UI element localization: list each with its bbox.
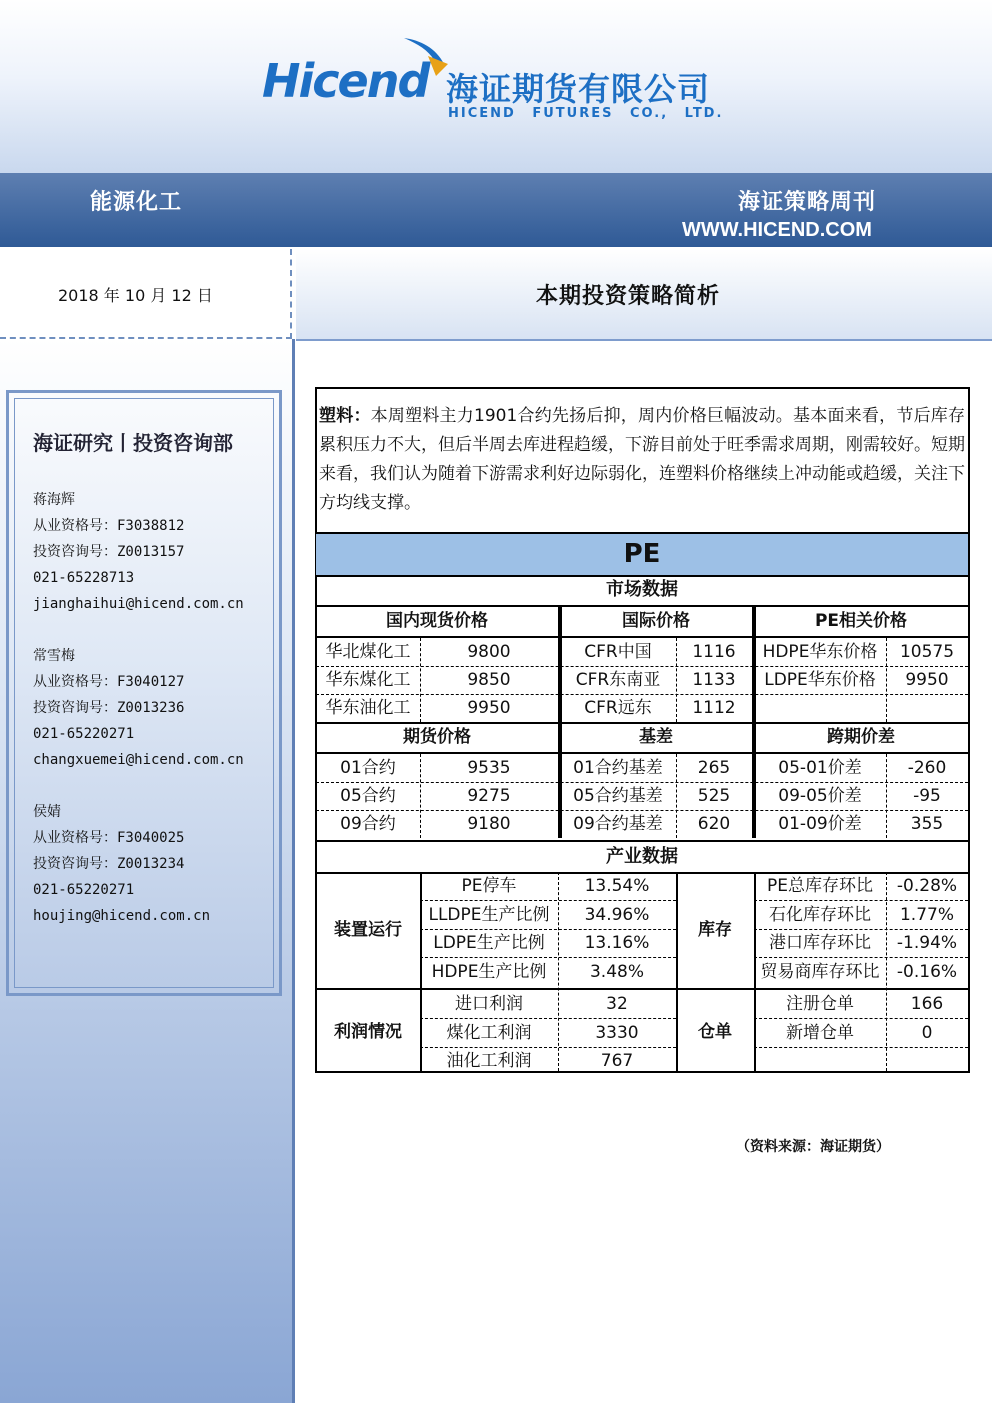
row-label: CFR远东 — [584, 698, 652, 718]
row-label — [754, 1047, 886, 1075]
analyst-consult-number: 投资咨询号：Z0013234 — [33, 856, 185, 872]
row-label: 05合约基差 — [573, 786, 663, 806]
row-value: 9850 — [467, 670, 511, 690]
analyst-consult-number: 投资咨询号：Z0013236 — [33, 700, 185, 716]
row-value: 9950 — [467, 698, 511, 718]
logo-company-name-en: HICEND FUTURES CO., LTD. — [448, 106, 724, 121]
row-value: 355 — [910, 814, 944, 834]
row-value: 9275 — [467, 786, 511, 806]
row-label: LDPE华东价格 — [764, 670, 876, 690]
analyst-card — [33, 643, 244, 773]
page-header — [0, 0, 992, 173]
row-label: 05-01价差 — [778, 758, 862, 778]
row-value: 166 — [910, 994, 944, 1014]
row-value: 9950 — [905, 670, 949, 690]
row-value: 9800 — [467, 642, 511, 662]
row-label: 进口利润 — [455, 994, 523, 1014]
analyst-email[interactable]: houjing@hicend.com.cn — [33, 908, 211, 924]
contact-panel — [6, 390, 282, 996]
row-value: -95 — [913, 786, 941, 806]
row-label: 华东油化工 — [325, 698, 411, 718]
analyst-qualification: 从业资格号：F3040025 — [33, 830, 185, 846]
industry-data-heading: 产业数据 — [316, 840, 968, 874]
row-label: 油化工利润 — [446, 1051, 532, 1071]
website-link[interactable]: WWW.HICEND.COM — [682, 219, 872, 241]
row-value: 3.48% — [589, 961, 644, 982]
title-box — [296, 249, 992, 341]
row-label: 贸易商库存环比 — [760, 961, 880, 982]
column-header: 国内现货价格 — [386, 611, 488, 631]
row-label: 01-09价差 — [778, 814, 862, 834]
column-header: 基差 — [639, 727, 673, 747]
publication-name: 海证策略周刊 — [738, 190, 877, 215]
analyst-phone: 021-65220271 — [33, 882, 135, 898]
row-label: 港口库存环比 — [769, 933, 871, 953]
row-label: LDPE生产比例 — [433, 933, 545, 953]
data-source: （资料来源：海证期货） — [736, 1139, 890, 1155]
analyst-consult-number: 投资咨询号：Z0013157 — [33, 544, 185, 560]
row-value: -0.16% — [896, 961, 958, 982]
row-value: 13.16% — [584, 933, 650, 953]
group-label: 利润情况 — [334, 1022, 402, 1042]
market-data-heading: 市场数据 — [316, 575, 968, 607]
column-header: 跨期价差 — [827, 727, 895, 747]
row-value: 265 — [697, 758, 731, 778]
group-label: 仓单 — [698, 1022, 732, 1042]
analyst-qualification: 从业资格号：F3038812 — [33, 518, 185, 534]
group-label: 装置运行 — [334, 920, 402, 940]
row-value: 767 — [600, 1051, 634, 1071]
row-label: HDPE生产比例 — [431, 961, 547, 982]
row-value: 0 — [921, 1022, 933, 1043]
section-band — [0, 173, 992, 247]
analyst-card — [33, 487, 244, 617]
product-heading: PE — [316, 532, 968, 577]
row-value: 525 — [697, 786, 731, 806]
row-label: 华北煤化工 — [325, 642, 411, 662]
page-title: 本期投资策略简析 — [536, 284, 721, 309]
row-label: 01合约 — [340, 758, 396, 778]
row-label: PE停车 — [461, 876, 517, 896]
row-label: 石化库存环比 — [769, 904, 871, 925]
summary-paragraph — [319, 402, 965, 518]
row-value: 10575 — [899, 642, 955, 662]
row-value: 1133 — [692, 670, 736, 690]
analyst-name: 蒋海辉 — [33, 492, 75, 508]
sidebar-divider — [292, 339, 295, 1403]
logo-company-name-cn: 海证期货有限公司 — [446, 70, 711, 108]
row-value: 34.96% — [584, 904, 650, 925]
column-header: PE相关价格 — [814, 611, 908, 631]
row-label — [754, 694, 886, 722]
row-value: 32 — [606, 994, 628, 1014]
row-label: 09合约基差 — [573, 814, 663, 834]
row-label: LLDPE生产比例 — [428, 904, 550, 925]
row-value: 9180 — [467, 814, 511, 834]
row-value: 1112 — [692, 698, 736, 718]
row-value: 620 — [697, 814, 731, 834]
row-label: HDPE华东价格 — [762, 642, 878, 662]
analyst-name: 侯婧 — [33, 804, 61, 820]
contact-panel-inner — [14, 398, 274, 988]
report-date: 2018 年 10 月 12 日 — [58, 286, 213, 305]
row-value: 9535 — [467, 758, 511, 778]
row-label: CFR中国 — [584, 642, 652, 662]
date-box — [0, 249, 292, 339]
analyst-phone: 021-65220271 — [33, 726, 135, 742]
row-label: 09-05价差 — [778, 786, 862, 806]
analyst-name: 常雪梅 — [33, 648, 75, 664]
row-label: CFR东南亚 — [575, 670, 661, 690]
row-value: -260 — [907, 758, 947, 778]
analyst-email[interactable]: changxuemei@hicend.com.cn — [33, 752, 244, 768]
row-label: 注册仓单 — [786, 994, 854, 1014]
row-value: -0.28% — [896, 876, 958, 896]
company-logo — [262, 34, 732, 130]
summary-label: 塑料： — [319, 406, 371, 426]
row-value: -1.94% — [896, 933, 958, 953]
logo-wordmark: Hicend — [262, 54, 429, 108]
row-label: 05合约 — [340, 786, 396, 806]
row-value — [886, 694, 968, 722]
row-label: 煤化工利润 — [446, 1022, 532, 1043]
row-label: 华东煤化工 — [325, 670, 411, 690]
analyst-email[interactable]: jianghaihui@hicend.com.cn — [33, 596, 244, 612]
row-value: 3330 — [595, 1022, 639, 1043]
row-value — [886, 1047, 968, 1075]
row-label: 01合约基差 — [573, 758, 663, 778]
analyst-card — [33, 799, 210, 929]
logo-swoosh-icon — [398, 34, 450, 82]
row-label: 09合约 — [340, 814, 396, 834]
row-value: 1.77% — [899, 904, 954, 925]
column-header: 国际价格 — [622, 611, 690, 631]
row-value: 1116 — [692, 642, 736, 662]
row-value: 13.54% — [584, 876, 650, 896]
section-name: 能源化工 — [90, 190, 183, 215]
row-label: 新增仓单 — [786, 1022, 854, 1043]
summary-text: 本周塑料主力1901合约先扬后抑，周内价格巨幅波动。基本面来看，节后库存累积压力不大，但后半周去库进程趋缓，下游目前处于旺季需求周期，刚需较好。短期来看，我们认为随着下游需求利好边际弱化，连塑料价格继续上冲动能或趋缓，关注下方均线支撑。 — [319, 406, 966, 513]
analyst-qualification: 从业资格号：F3040127 — [33, 674, 185, 690]
group-label: 库存 — [698, 920, 732, 940]
row-label: PE总库存环比 — [767, 876, 873, 896]
column-header: 期货价格 — [403, 727, 471, 747]
analyst-phone: 021-65228713 — [33, 570, 135, 586]
department-name: 海证研究丨投资咨询部 — [33, 431, 233, 455]
